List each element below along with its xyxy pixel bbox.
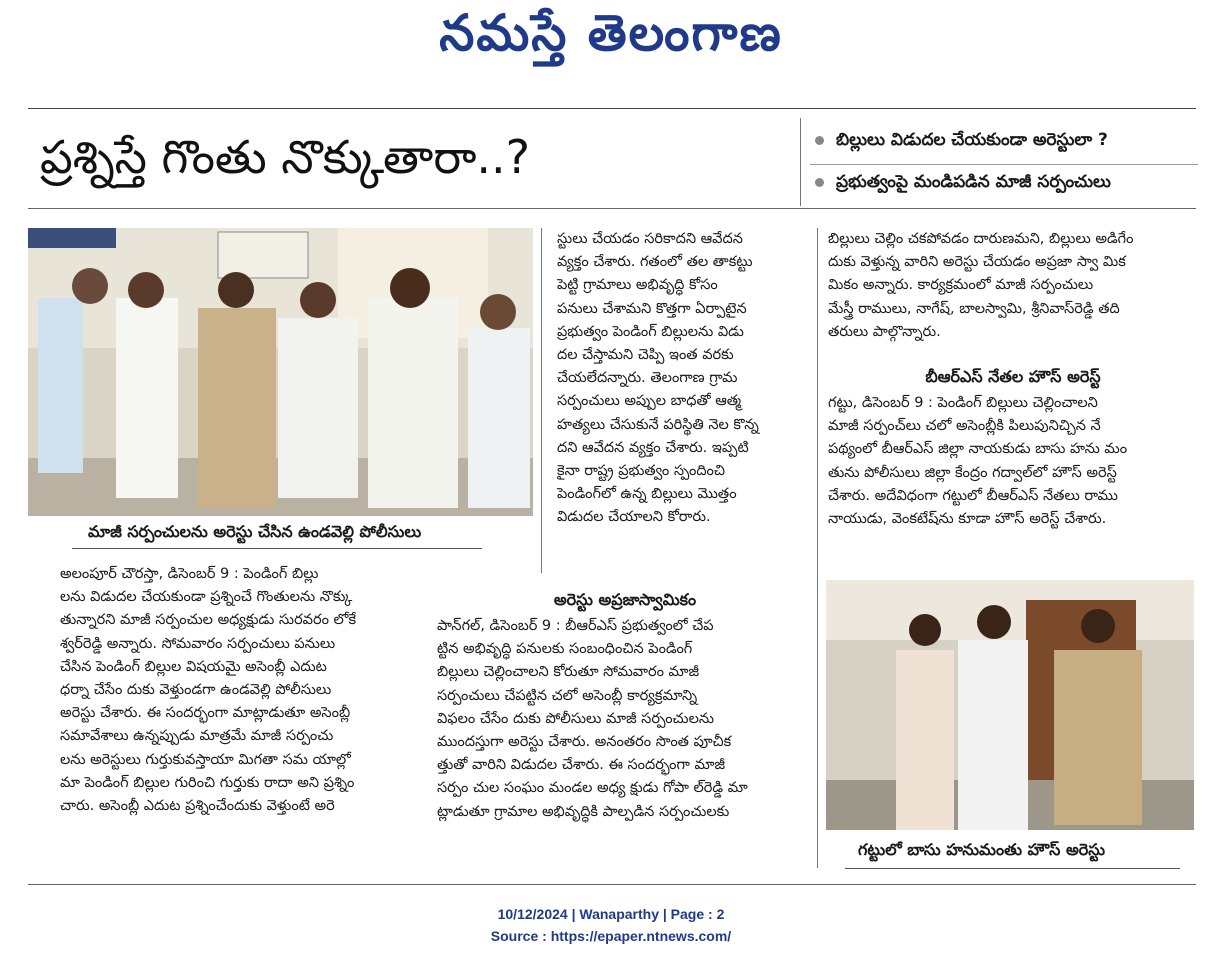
- article-column-2-bottom: [437, 615, 812, 824]
- deck-rule: [810, 164, 1198, 165]
- text-line: పెండింగ్‌లో ఉన్న బిల్లులు మొత్తం: [557, 486, 737, 503]
- text-line: తున్నారని మాజీ సర్పంచుల అధ్యక్షుడు సురవరం లోకే: [60, 612, 357, 629]
- text-line: దుకు వెళ్తున్న వారిని అరెస్టు చేయడం అప్రజా స్వా మిక: [828, 254, 1126, 271]
- photo-caption: గట్టులో బాసు హనుమంతు హౌస్ అరెస్టు: [858, 840, 1106, 859]
- text-line: బిల్లులు చెల్లించాలని కోరుతూ సోమవారం మాజీ: [437, 664, 700, 681]
- text-line: ధర్నా చేసేం దుకు వెళ్తుండగా ఉండవెల్లి పోలీసులు: [60, 682, 332, 699]
- text-line: విఫలం చేసేం దుకు పోలీసులు మాజీ సర్పంచులను: [437, 710, 715, 727]
- text-line: బిల్లులు చెల్లిం చకపోవడం దారుణమని, బిల్లులు అడిగేం: [828, 231, 1134, 247]
- article-column-3: [828, 228, 1198, 344]
- subhead-brs-house-arrest: బీఆర్‌ఎస్ నేతల హౌస్ అరెస్ట్: [925, 367, 1101, 386]
- masthead-logo: నమస్తే తెలంగాణ: [439, 4, 783, 62]
- caption-rule: [72, 548, 482, 549]
- text-line: పనులు చేశామని కొత్తగా ఏర్పాటైన: [557, 300, 747, 317]
- text-line: లను విడుదల చేయకుండా ప్రశ్నించే గొంతులను నొక్కు: [60, 589, 353, 606]
- text-line: చేసిన పెండింగ్ బిల్లుల విషయమై అసెంబ్లీ ఎదుట: [60, 658, 327, 675]
- text-line: తరులు పాల్గొన్నారు.: [828, 323, 941, 340]
- text-line: మేస్త్రీ రాములు, నాగేష్, బాలస్వామి, శ్రీనివాస్‌రెడ్డి తది: [828, 300, 1120, 317]
- article-column-1: [60, 563, 480, 818]
- text-line: స్టులు చేయడం సరికాదని ఆవేదన: [557, 231, 743, 247]
- deck-item: [815, 172, 1111, 196]
- text-line: దని ఆవేదన వ్యక్తం చేశారు. ఇప్పటి: [557, 439, 749, 456]
- bottom-rule: [28, 884, 1196, 885]
- headline: ప్రశ్నిస్తే గొంతు నొక్కుతారా..?: [40, 130, 531, 184]
- text-line: విడుదల చేయాలని కోరారు.: [557, 509, 711, 526]
- text-line: తును పోలీసులు జిల్లా కేంద్రం గద్వాల్‌లో హౌస్ అరెస్ట్: [828, 464, 1117, 481]
- top-rule: [28, 108, 1196, 109]
- deck-item: [815, 130, 1108, 154]
- column-divider: [817, 228, 818, 868]
- text-line: మా పెండింగ్ బిల్లుల గురించి గుర్తుకు రాదా అని ప్రశ్నిం: [60, 774, 355, 791]
- text-line: శ్వర్‌రెడ్డి అన్నారు. సోమవారం సర్పంచులు పనులు: [60, 635, 336, 652]
- text-line: పథ్యంలో బీఆర్‌ఎస్ జిల్లా నాయకుడు బాసు హను మం: [828, 441, 1128, 458]
- text-line: మికం అన్నారు. కార్యక్రమంలో మాజీ సర్పంచులు: [828, 277, 1094, 294]
- text-line: వ్యక్తం చేశారు. గతంలో తల తాకట్టు: [557, 254, 753, 271]
- text-line: నాయుడు, వెంకటేష్‌ను కూడా హౌస్ అరెస్ట్ చేశారు.: [828, 511, 1107, 528]
- caption-rule: [845, 868, 1180, 869]
- text-line: గట్టు, డిసెంబర్ 9 : పెండింగ్ బిల్లులు చెల్లించాలని: [828, 395, 1098, 411]
- text-line: కైనా రాష్ట్ర ప్రభుత్వం స్పందించి: [557, 463, 726, 480]
- headline-rule: [28, 208, 1196, 209]
- column-divider: [541, 228, 542, 573]
- text-line: ట్లాడుతూ గ్రామాల అభివృద్ధికి పాల్పడిన సర్పంచులకు: [437, 803, 730, 820]
- text-line: త్తుతో వారిని విడుదల చేశారు. ఈ సందర్భంగా మాజీ: [437, 757, 726, 774]
- text-line: సర్పంచులు అప్పుల బాధతో ఆత్మ: [557, 393, 742, 410]
- footer-source: Source : https://epaper.ntnews.com/: [490, 928, 732, 944]
- text-line: ప్రభుత్వం పెండింగ్ బిల్లులను విడు: [557, 323, 744, 340]
- headline-divider: [800, 118, 801, 206]
- bullet-icon: [815, 178, 824, 187]
- deck-text: బిల్లులు విడుదల చేయకుండా అరెస్టులా ?: [836, 130, 1108, 150]
- photo-police-station: [28, 228, 533, 516]
- text-line: లను అరెస్టులు గుర్తుకువస్తాయా మిగతా సమ యాల్లో: [60, 751, 351, 768]
- text-line: పాన్‌గల్, డిసెంబర్ 9 : బీఆర్‌ఎస్ ప్రభుత్వంలో చేప: [437, 618, 714, 634]
- text-line: అరెస్టు చేశారు. ఈ సందర్భంగా మాట్లాడుతూ అసెంబ్లీ: [60, 705, 351, 722]
- text-line: సర్పం చుల సంఘం మండల అధ్య క్షుడు గోపా ల్‌రెడ్డి మా: [437, 780, 748, 797]
- text-line: అలంపూర్ చౌరస్తా, డిసెంబర్ 9 : పెండింగ్ బిల్లు: [60, 566, 319, 582]
- photo-caption: మాజీ సర్పంచులను అరెస్టు చేసిన ఉండవెల్లి పోలీసులు: [88, 522, 422, 541]
- text-line: చేశారు. అదేవిధంగా గట్టులో బీఆర్‌ఎస్ నేతలు రాము: [828, 487, 1118, 504]
- text-line: చేయలేదన్నారు. తెలంగాణ గ్రామ: [557, 370, 738, 387]
- text-line: చారు. అసెంబ్లీ ఎదుట ప్రశ్నించేందుకు వెళ్తుంటే అరె: [60, 798, 335, 815]
- text-line: సమావేశాలు ఉన్నప్పుడు మాత్రమే మాజీ సర్పంచు: [60, 728, 334, 745]
- article-column-3-bottom: [828, 392, 1198, 531]
- photo-house-arrest: [826, 580, 1194, 830]
- text-line: మాజీ సర్పంచ్‌లు చలో అసెంబ్లీకి పిలుపునిచ్చిన నే: [828, 418, 1101, 435]
- text-line: దల చేస్తామని చెప్పి ఇంత వరకు: [557, 347, 734, 364]
- text-line: పెట్టి గ్రామాలు అభివృద్ధి కోసం: [557, 277, 718, 294]
- article-column-2: [557, 228, 799, 530]
- footer-date-edition: 10/12/2024 | Wanaparthy | Page : 2: [497, 906, 725, 922]
- text-line: హత్యలు చేసుకునే పరిస్థితి నెల కొన్న: [557, 416, 759, 433]
- text-line: సర్పంచులు చేపట్టిన చలో అసెంబ్లీ కార్యక్రమాన్ని: [437, 687, 698, 704]
- bullet-icon: [815, 136, 824, 145]
- text-line: ట్టిన అభివృద్ధి పనులకు సంబంధించిన పెండింగ్: [437, 641, 693, 658]
- text-line: ముందస్తుగా అరెస్టు చేశారు. అనంతరం సొంత పూచీక: [437, 734, 732, 751]
- deck-text: ప్రభుత్వంపై మండిపడిన మాజీ సర్పంచులు: [836, 172, 1111, 192]
- subhead-arrest-undemocratic: అరెస్టు అప్రజాస్వామికం: [553, 590, 697, 609]
